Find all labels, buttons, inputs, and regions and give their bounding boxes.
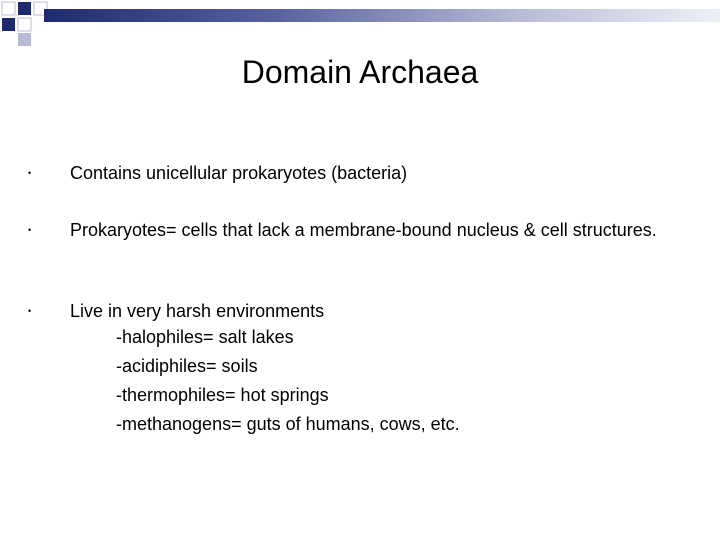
bullet-text-group [70, 299, 660, 439]
sub-item-methanogens: -methanogens= guts of humans, cows, etc. [116, 414, 460, 434]
sub-item-thermophiles: -thermophiles= hot springs [116, 385, 329, 405]
bullet-marker: • [28, 168, 32, 178]
bullet-text: Contains unicellular prokaryotes (bacteria) [70, 163, 408, 183]
bullet-item [28, 299, 660, 439]
bullet-text: Prokaryotes= cells that lack a membrane-bound nucleus & cell structures. [70, 220, 657, 240]
header-gradient-bar [44, 9, 720, 22]
bullet-item [28, 218, 660, 242]
slide-title: Domain Archaea [241, 54, 479, 90]
bullet-text: Live in very harsh environments [70, 301, 325, 321]
bullet-item [28, 161, 660, 185]
bullet-marker: • [28, 306, 32, 316]
sub-item-acidiphiles: -acidiphiles= soils [116, 356, 258, 376]
corner-square-decoration [0, 0, 60, 48]
sub-item-halophiles: -halophiles= salt lakes [116, 327, 294, 347]
bullet-marker: • [28, 225, 32, 235]
